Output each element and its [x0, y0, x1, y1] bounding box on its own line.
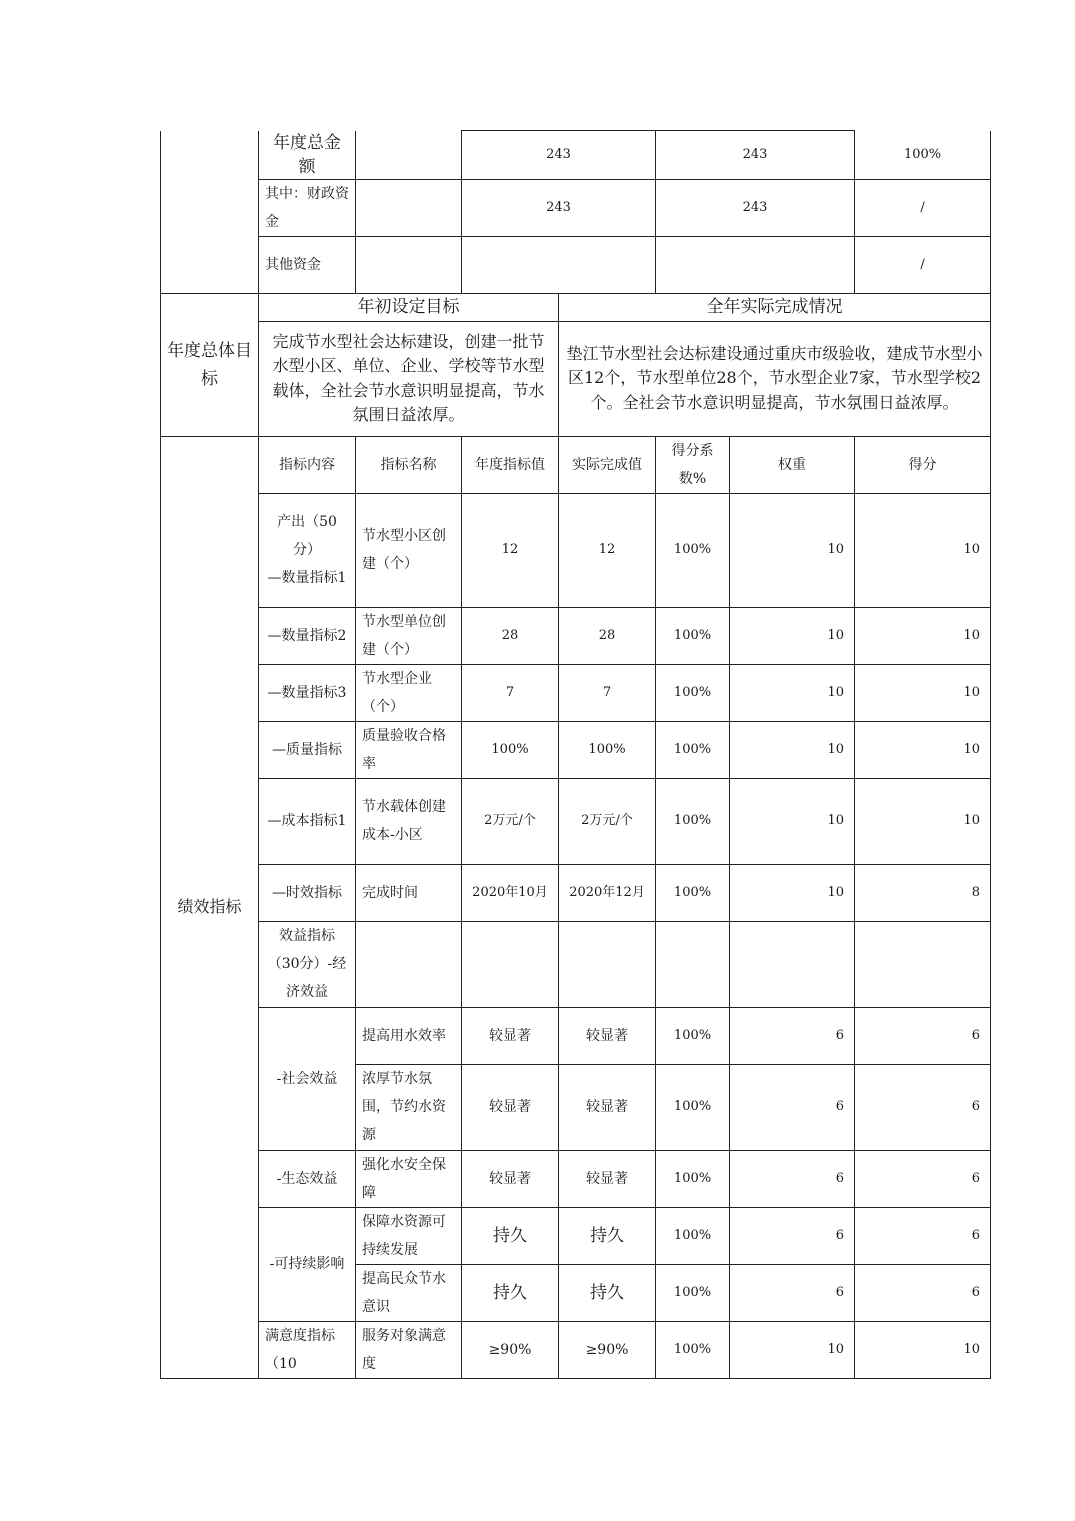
- perf-header-name: 指标名称: [356, 436, 462, 493]
- perf-row-name: 质量验收合格率: [356, 721, 462, 778]
- perf-header-coef: 得分系数%: [656, 436, 730, 493]
- funds-total-blank: [356, 131, 462, 180]
- perf-header-target: 年度指标值: [462, 436, 559, 493]
- perf-row-weight: 6: [730, 1207, 855, 1264]
- perf-row-actual: 2万元/个: [559, 778, 656, 864]
- perf-row-score: 8: [855, 864, 991, 921]
- perf-row-score: 10: [855, 493, 991, 607]
- perf-row-name: 节水型单位创建（个）: [356, 607, 462, 664]
- perf-row-actual: 持久: [559, 1264, 656, 1321]
- perf-row-coef: 100%: [656, 1207, 730, 1264]
- perf-row-name: 保障水资源可持续发展: [356, 1207, 462, 1264]
- perf-row-actual: 12: [559, 493, 656, 607]
- perf-row-name: [356, 921, 462, 1007]
- goals-set-header: 年初设定目标: [259, 293, 559, 321]
- perf-row-content: 产出（50分） —数量指标1: [259, 493, 356, 607]
- perf-row-content: —数量指标2: [259, 607, 356, 664]
- perf-row-target: 持久: [462, 1264, 559, 1321]
- funds-total-actual: 243: [656, 131, 855, 180]
- perf-row-coef: 100%: [656, 493, 730, 607]
- perf-row-score: 10: [855, 1321, 991, 1378]
- perf-row-content: -可持续影响: [259, 1207, 356, 1321]
- perf-row-weight: 10: [730, 493, 855, 607]
- goals-set-text: 完成节水型社会达标建设，创建一批节水型小区、单位、企业、学校等节水型载体，全社会节水意识明显提高，节水氛围日益浓厚。: [259, 321, 559, 436]
- perf-row-target: 持久: [462, 1207, 559, 1264]
- perf-row-target: 28: [462, 607, 559, 664]
- perf-row-actual: 较显著: [559, 1064, 656, 1150]
- perf-row-weight: 10: [730, 778, 855, 864]
- perf-row-weight: 6: [730, 1150, 855, 1207]
- perf-row-name: 强化水安全保障: [356, 1150, 462, 1207]
- perf-row-name: 节水型企业（个）: [356, 664, 462, 721]
- funds-other-actual: [656, 236, 855, 293]
- perf-row-weight: 10: [730, 721, 855, 778]
- perf-row-coef: 100%: [656, 1150, 730, 1207]
- perf-row-target: 较显著: [462, 1007, 559, 1064]
- perf-row-content: -生态效益: [259, 1150, 356, 1207]
- perf-row-weight: 10: [730, 864, 855, 921]
- perf-row-score: [855, 921, 991, 1007]
- perf-row-name: 节水型小区创建（个）: [356, 493, 462, 607]
- perf-row-coef: 100%: [656, 778, 730, 864]
- goals-done-text: 垫江节水型社会达标建设通过重庆市级验收，建成节水型小区12个，节水型单位28个，节水型企业7家，节水型学校2个。全社会节水意识明显提高，节水氛围日益浓厚。: [559, 321, 991, 436]
- perf-row-content: —数量指标3: [259, 664, 356, 721]
- perf-row-target: ≥90%: [462, 1321, 559, 1378]
- performance-table: [160, 130, 991, 1379]
- perf-header-weight: 权重: [730, 436, 855, 493]
- funds-section-label: [161, 131, 259, 294]
- perf-row-coef: 100%: [656, 1321, 730, 1378]
- perf-row-score: 10: [855, 721, 991, 778]
- funds-fiscal-budget: 243: [462, 179, 656, 236]
- perf-row-weight: [730, 921, 855, 1007]
- funds-fiscal-label: 其中：财政资金: [259, 179, 356, 236]
- perf-row-name: 服务对象满意度: [356, 1321, 462, 1378]
- perf-row-content: —质量指标: [259, 721, 356, 778]
- funds-total-label: 年度总金额: [259, 131, 356, 180]
- funds-fiscal-blank: [356, 179, 462, 236]
- funds-other-blank: [356, 236, 462, 293]
- perf-row-score: 10: [855, 664, 991, 721]
- perf-row-coef: 100%: [656, 721, 730, 778]
- perf-row-weight: 6: [730, 1064, 855, 1150]
- perf-row-actual: 较显著: [559, 1150, 656, 1207]
- funds-other-label: 其他资金: [259, 236, 356, 293]
- perf-row-target: 12: [462, 493, 559, 607]
- funds-other-rate: /: [855, 236, 991, 293]
- perf-row-actual: 7: [559, 664, 656, 721]
- funds-other-budget: [462, 236, 656, 293]
- perf-row-coef: [656, 921, 730, 1007]
- perf-header-score: 得分: [855, 436, 991, 493]
- perf-row-weight: 10: [730, 607, 855, 664]
- funds-fiscal-actual: 243: [656, 179, 855, 236]
- perf-row-name: 完成时间: [356, 864, 462, 921]
- perf-row-actual: 持久: [559, 1207, 656, 1264]
- perf-row-target: 较显著: [462, 1150, 559, 1207]
- perf-row-coef: 100%: [656, 607, 730, 664]
- perf-row-score: 10: [855, 778, 991, 864]
- perf-row-coef: 100%: [656, 1264, 730, 1321]
- perf-row-name: 提高民众节水意识: [356, 1264, 462, 1321]
- perf-row-target: [462, 921, 559, 1007]
- funds-total-budget: 243: [462, 131, 656, 180]
- perf-row-name: 节水载体创建成本-小区: [356, 778, 462, 864]
- perf-row-coef: 100%: [656, 864, 730, 921]
- perf-row-content: —时效指标: [259, 864, 356, 921]
- perf-row-actual: 较显著: [559, 1007, 656, 1064]
- perf-row-score: 6: [855, 1207, 991, 1264]
- perf-row-coef: 100%: [656, 1007, 730, 1064]
- perf-row-target: 2020年10月: [462, 864, 559, 921]
- perf-row-score: 6: [855, 1150, 991, 1207]
- funds-total-rate: 100%: [855, 131, 991, 180]
- perf-row-content: 满意度指标（10: [259, 1321, 356, 1378]
- perf-row-actual: ≥90%: [559, 1321, 656, 1378]
- perf-row-weight: 10: [730, 664, 855, 721]
- perf-row-actual: 28: [559, 607, 656, 664]
- perf-row-score: 10: [855, 607, 991, 664]
- perf-row-content: -社会效益: [259, 1007, 356, 1150]
- perf-row-target: 较显著: [462, 1064, 559, 1150]
- perf-row-score: 6: [855, 1007, 991, 1064]
- perf-row-score: 6: [855, 1064, 991, 1150]
- perf-row-actual: 2020年12月: [559, 864, 656, 921]
- perf-row-content: 效益指标（30分）-经济效益: [259, 921, 356, 1007]
- perf-row-content: —成本指标1: [259, 778, 356, 864]
- funds-fiscal-rate: /: [855, 179, 991, 236]
- perf-row-actual: 100%: [559, 721, 656, 778]
- perf-row-coef: 100%: [656, 664, 730, 721]
- perf-row-weight: 6: [730, 1264, 855, 1321]
- perf-row-coef: 100%: [656, 1064, 730, 1150]
- perf-row-weight: 10: [730, 1321, 855, 1378]
- perf-row-score: 6: [855, 1264, 991, 1321]
- perf-row-actual: [559, 921, 656, 1007]
- perf-label: 绩效指标: [161, 436, 259, 1378]
- goals-done-header: 全年实际完成情况: [559, 293, 991, 321]
- perf-row-name: 浓厚节水氛围，节约水资源: [356, 1064, 462, 1150]
- perf-row-weight: 6: [730, 1007, 855, 1064]
- goals-label: 年度总体目标: [161, 293, 259, 436]
- perf-header-content: 指标内容: [259, 436, 356, 493]
- perf-row-target: 100%: [462, 721, 559, 778]
- perf-row-target: 2万元/个: [462, 778, 559, 864]
- perf-row-target: 7: [462, 664, 559, 721]
- perf-header-actual: 实际完成值: [559, 436, 656, 493]
- perf-row-name: 提高用水效率: [356, 1007, 462, 1064]
